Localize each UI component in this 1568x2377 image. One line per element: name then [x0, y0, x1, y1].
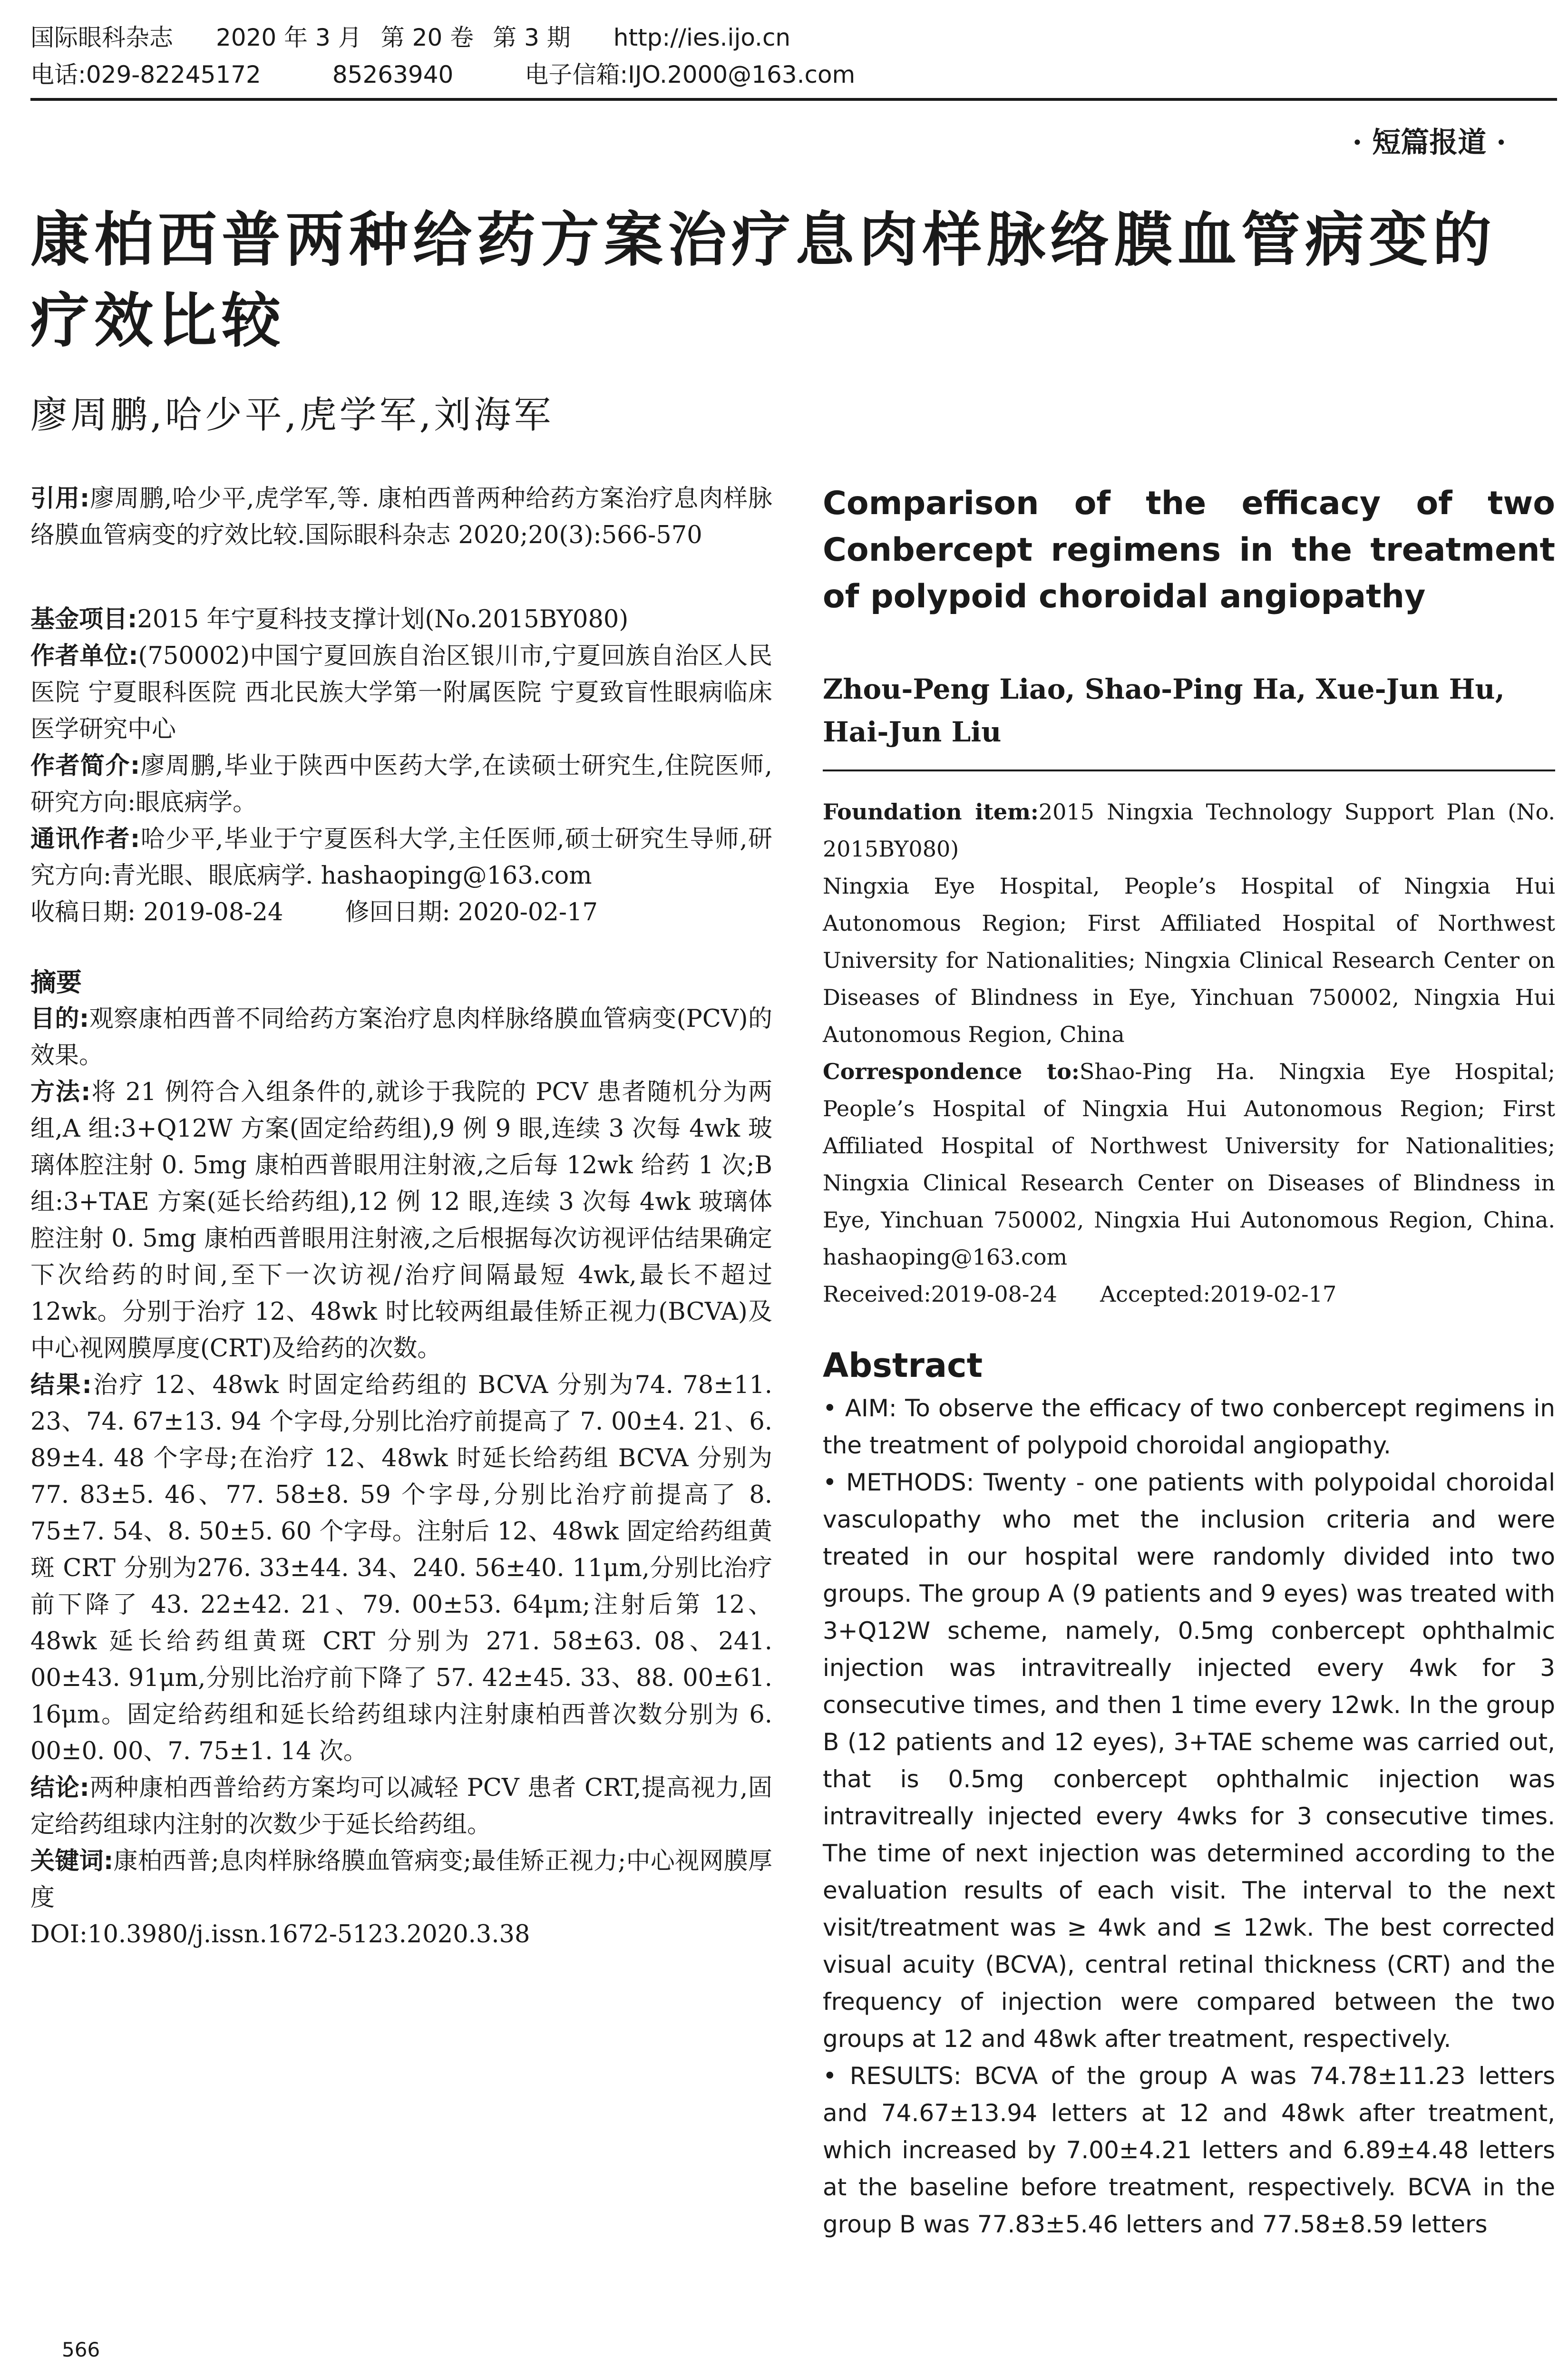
corr-text: 哈少平,毕业于宁夏医科大学,主任医师,硕士研究生导师,研究方向:青光眼、眼底病学. hashaoping@163.com: [30, 825, 772, 890]
correspondence-label: Correspondence to:: [823, 1059, 1080, 1084]
section-tag: · 短篇报道 ·: [1352, 126, 1506, 159]
results-en: • RESULTS: BCVA of the group A was 74.78±11.23 letters and 74.67±13.94 letters at 12 and 48wk after treatment, which increased by 7.00±4.21 letters and 6.89±4.48 letters at the baseline before treatment, respectively. BCVA in the group B was 77.83±5.46 letters and 77.58±8.59 letters: [823, 2062, 1555, 2238]
header-row-1: [30, 19, 1538, 56]
abstract-heading-en: Abstract: [823, 1346, 983, 1385]
affiliation-en: Ningxia Eye Hospital, People’s Hospital of Ningxia Hui Autonomous Region; First Affiliated Hospital of Northwest University for Nationalities; Ningxia Clinical Research Center on Diseases of Blindness in Eye, Yinchuan 750002, Ningxia Hui Autonomous Region, China: [823, 873, 1555, 1047]
corresponding-author: [30, 821, 772, 894]
aim-en: • AIM: To observe the efficacy of two conbercept regimens in the treatment of polypoid choroidal angiopathy.: [823, 1394, 1555, 1459]
article-authors: 廖周鹏,哈少平,虎学军,刘海军: [30, 394, 554, 437]
methods-text: 将 21 例符合入组条件的,就诊于我院的 PCV 患者随机分为两组,A 组:3+Q12W 方案(固定给药组),9 例 9 眼,连续 3 次每 4wk 玻璃体腔注射 0. 5mg 康柏西普眼用注射液,之后每 12wk 给药 1 次;B 组:3+TAE 方案(延长给药组),12 例 12 眼,连续 3 次每 4wk 玻璃体腔注射 0. 5mg 康柏西普眼用注射液,之后根据每次访视评估结果确定下次给药的时间,至下一次访视/治疗间隔最短 4wk,最长不超过 12wk。分别于治疗 12、48wk 时比较两组最佳矫正视力(BCVA)及中心视网膜厚度(CRT)及给药的次数。: [30, 1078, 772, 1363]
journal-name: 国际眼科杂志: [30, 24, 173, 51]
keywords-text: 康柏西普;息肉样脉络膜血管病变;最佳矫正视力;中心视网膜厚度: [30, 1847, 772, 1912]
page-number: 566: [62, 2338, 100, 2361]
aim-label: 目的:: [30, 1005, 89, 1033]
bio-label: 作者简介:: [30, 752, 140, 780]
journal-url[interactable]: http://ies.ijo.cn: [613, 24, 791, 51]
conclusion-text: 两种康柏西普给药方案均可以减轻 PCV 患者 CRT,提高视力,固定给药组球内注射的次数少于延长给药组。: [30, 1774, 772, 1839]
affil-text: (750002)中国宁夏回族自治区银川市,宁夏回族自治区人民医院 宁夏眼科医院 西北民族大学第一附属医院 宁夏致盲性眼病临床医学研究中心: [30, 642, 772, 743]
methods-en: • METHODS: Twenty - one patients with polypoidal choroidal vasculopathy who met the inclusion criteria and were treated in our hospital were randomly divided into two groups. The group A (9 patients and 9 eyes) was treated with 3+Q12W scheme, namely, 0.5mg conbercept ophthalmic injection was intravitreally injected every 4wk for 3 consecutive times, and then 1 time every 12wk. In the group B (12 patients and 12 eyes), 3+TAE scheme was carried out, that is 0.5mg conbercept ophthalmic injection was intravitreally injected every 4wks for 3 consecutive times. The time of next injection was determined according to the evaluation results of each visit. The interval to the next visit/treatment was ≥ 4wk and ≤ 12wk. The best corrected visual acuity (BCVA), central retinal thickness (CRT) and the frequency of injection were compared between the two groups at 12 and 48wk after treatment, respectively.: [823, 1469, 1555, 2053]
affil-label: 作者单位:: [30, 642, 138, 670]
received-date: 收稿日期: 2019-08-24: [30, 898, 283, 926]
bio-text: 廖周鹏,毕业于陕西中医药大学,在读硕士研究生,住院医师,研究方向:眼底病学。: [30, 752, 772, 817]
journal-header: [30, 19, 1538, 93]
methods-cn: [30, 1074, 772, 1367]
results-text: 治疗 12、48wk 时固定给药组的 BCVA 分别为74. 78±11. 23、74. 67±13. 94 个字母,分别比治疗前提高了 7. 00±4. 21、6. 89±4. 48 个字母;在治疗 12、48wk 时延长给药组 BCVA 分别为 77. 83±5. 46、77. 58±8. 59 个字母,分别比治疗前提高了 8. 75±7. 54、8. 50±5. 60 个字母。注射后 12、48wk 固定给药组黄斑 CRT 分别为276. 33±44. 34、240. 56±40. 11μm,分别比治疗前下降了 43. 22±42. 21、79. 00±53. 64μm;注射后第 12、48wk 延长给药组黄斑 CRT 分别为 271. 58±63. 08、241. 00±43. 91μm,分别比治疗前下降了 57. 42±45. 33、88. 00±61. 16μm。固定给药组和延长给药组球内注射康柏西普次数分别为 6. 00±0. 00、7. 75±1. 14 次。: [30, 1371, 772, 1765]
keywords-cn: [30, 1843, 772, 1916]
citation-text: 廖周鹏,哈少平,虎学军,等. 康柏西普两种给药方案治疗息肉样脉络膜血管病变的疗效比较.国际眼科杂志 2020;20(3):566-570: [30, 485, 772, 549]
left-column: [30, 480, 772, 1953]
dates-en: [823, 1276, 1555, 1313]
aim-cn: [30, 1001, 772, 1074]
results-label: 结果:: [30, 1371, 92, 1399]
correspondence-text: Shao-Ping Ha. Ningxia Eye Hospital; People’s Hospital of Ningxia Hui Autonomous Region; First Affiliated Hospital of Northwest University for Nationalities; Ningxia Clinical Research Center on Diseases of Blindness in Eye, Yinchuan 750002, Ningxia Hui Autonomous Region, China. hashaoping@163.com: [823, 1059, 1555, 1270]
fund-label: 基金项目:: [30, 605, 137, 633]
english-rule: [823, 770, 1555, 771]
affiliation: [30, 638, 772, 748]
citation-label: 引用:: [30, 485, 90, 513]
aim-text: 观察康柏西普不同给药方案治疗息肉样脉络膜血管病变(PCV)的效果。: [30, 1005, 773, 1070]
phone-2: 85263940: [332, 61, 454, 88]
dates: [30, 894, 772, 931]
phone: 电话:029-82245172: [30, 61, 261, 88]
abstract-heading-cn: 摘要: [30, 967, 82, 997]
volume: 第 20 卷: [380, 24, 474, 51]
conclusion-label: 结论:: [30, 1774, 89, 1802]
doi[interactable]: DOI:10.3980/j.issn.1672-5123.2020.3.38: [30, 1920, 530, 1948]
correspondence-en: [823, 1053, 1555, 1276]
english-authors: Zhou-Peng Liao, Shao-Ping Ha, Xue-Jun Hu, Hai-Jun Liu: [823, 673, 1505, 748]
corr-label: 通讯作者:: [30, 825, 140, 853]
revised-date: 修回日期: 2020-02-17: [345, 898, 598, 926]
english-info: [823, 793, 1555, 1313]
right-column: [823, 480, 1555, 2243]
foundation-label: Foundation item:: [823, 799, 1039, 825]
fund-text: 2015 年宁夏科技支撑计划(No.2015BY080): [137, 605, 629, 633]
accepted-en: Accepted:2019-02-17: [1100, 1281, 1337, 1307]
foundation-en: [823, 793, 1555, 867]
author-bio: [30, 748, 772, 821]
received-en: Received:2019-08-24: [823, 1281, 1057, 1307]
email[interactable]: 电子信箱:IJO.2000@163.com: [525, 61, 856, 88]
foundation-text: 2015 Ningxia Technology Support Plan (No. 2015BY080): [823, 799, 1555, 862]
header-row-2: [30, 56, 1538, 93]
citation: [30, 480, 772, 554]
article-title: 康柏西普两种给药方案治疗息肉样脉络膜血管病变的疗效比较: [30, 206, 1497, 355]
methods-label: 方法:: [30, 1078, 91, 1106]
keywords-label: 关键词:: [30, 1847, 114, 1875]
results-cn: [30, 1367, 772, 1770]
english-abstract: [823, 1390, 1555, 2243]
fund: [30, 601, 772, 638]
english-title: Comparison of the efficacy of two Conbercept regimens in the treatment of polypoid choroidal angiopathy: [823, 485, 1555, 615]
conclusion-cn: [30, 1770, 772, 1843]
header-rule: [30, 98, 1557, 101]
issue-date: 2020 年 3 月: [216, 24, 362, 51]
issue: 第 3 期: [493, 24, 571, 51]
